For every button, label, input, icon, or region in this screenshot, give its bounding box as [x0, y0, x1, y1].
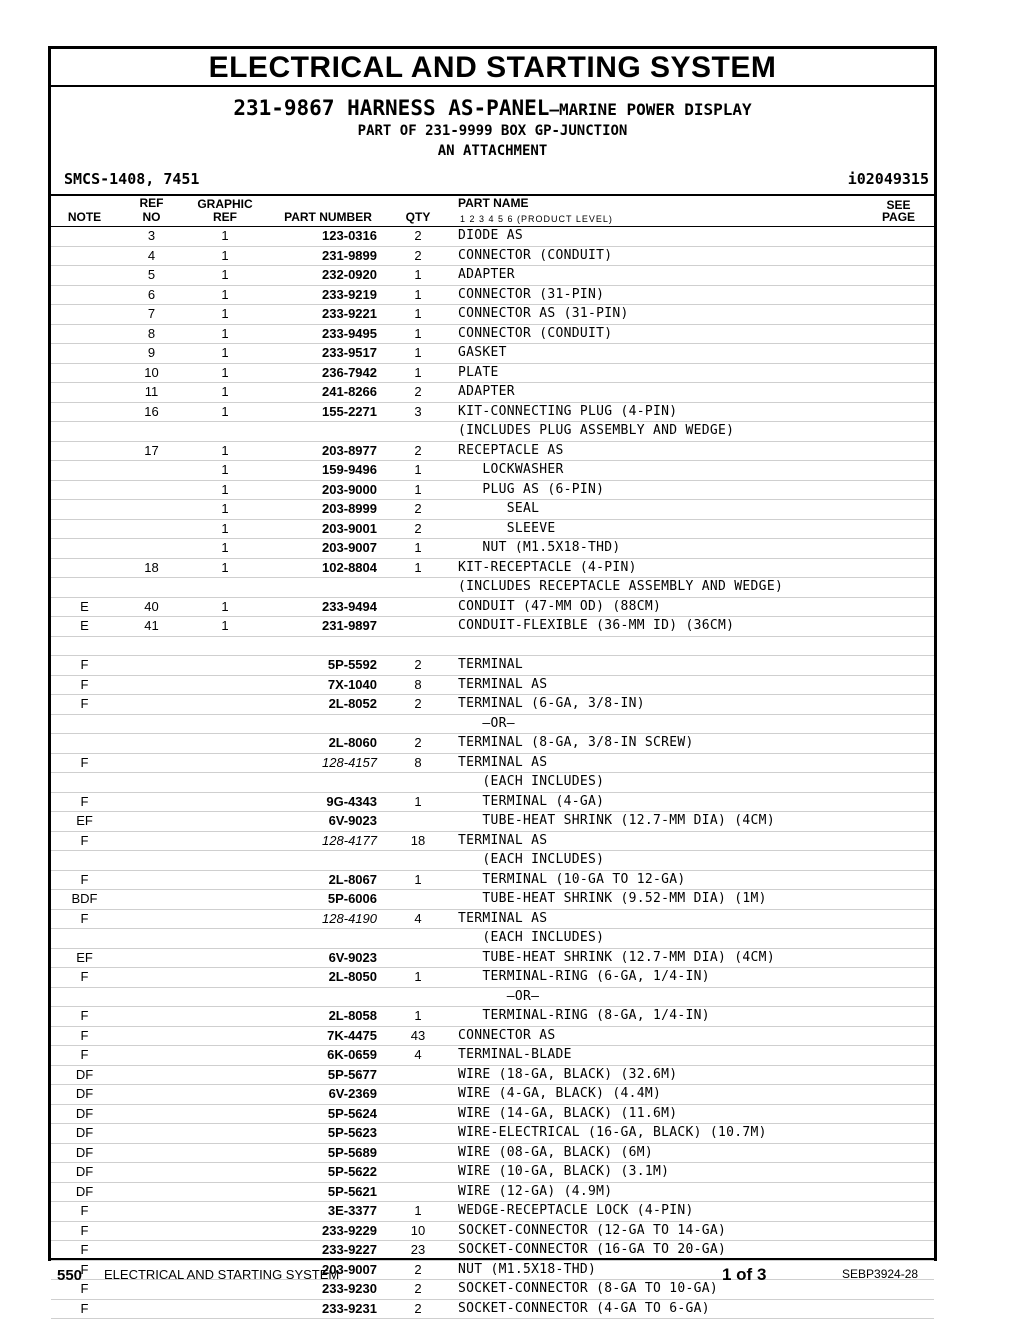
table-row [51, 1007, 934, 1027]
table-row [51, 383, 934, 403]
row-part-name: TERMINAL [458, 657, 524, 672]
footer-section: ELECTRICAL AND STARTING SYSTEM [104, 1267, 340, 1282]
row-part-name: SLEEVE [458, 520, 556, 536]
table-row [51, 968, 934, 988]
row-part-number: 232-0920 [322, 267, 377, 282]
row-qty: 1 [414, 267, 422, 282]
row-part-number: 2L-8067 [328, 871, 377, 887]
parts-table [51, 227, 934, 1319]
table-row [51, 871, 934, 891]
table-row [51, 442, 934, 462]
row-part-number: 203-8977 [322, 442, 377, 458]
row-note: F [80, 657, 89, 672]
row-ref-no: 6 [147, 286, 156, 302]
row-qty: 2 [414, 1261, 422, 1277]
row-qty: 1 [414, 540, 422, 555]
row-part-name: WEDGE-RECEPTACLE LOCK (4-PIN) [458, 1203, 694, 1218]
row-part-name: KIT-RECEPTACLE (4-PIN) [458, 559, 637, 575]
row-part-name: CONNECTOR (CONDUIT) [458, 325, 613, 341]
row-note: F [80, 969, 89, 984]
row-part-name: CONNECTOR (CONDUIT) [458, 247, 613, 263]
row-part-number: 233-9230 [322, 1281, 377, 1296]
row-part-name: SOCKET-CONNECTOR (8-GA TO 10-GA) [458, 1281, 719, 1296]
row-part-name: TERMINAL AS [458, 832, 548, 848]
row-part-name: TERMINAL (10-GA TO 12-GA) [458, 871, 686, 887]
document-id: SEBP3924-28 [842, 1267, 919, 1281]
row-note: DF [75, 1105, 94, 1121]
row-part-number: 203-9000 [322, 481, 377, 497]
row-part-number: 159-9496 [322, 462, 377, 477]
row-note: F [80, 1242, 89, 1257]
table-row [51, 305, 934, 325]
table-row [51, 500, 934, 520]
row-part-number: 5P-6006 [327, 891, 377, 906]
row-part-name: TERMINAL AS [458, 676, 548, 692]
row-part-name: TERMINAL AS [458, 910, 548, 926]
row-part-number: 203-8999 [322, 501, 377, 516]
row-note: F [80, 1027, 89, 1043]
row-part-name: CONNECTOR AS (31-PIN) [458, 306, 629, 321]
row-part-number: 2L-8050 [328, 969, 377, 984]
row-graphic-ref: 1 [221, 598, 229, 614]
row-graphic-ref: 1 [221, 559, 229, 575]
row-part-number: 128-4177 [322, 832, 377, 848]
attachment-line: AN ATTACHMENT [437, 143, 548, 159]
row-qty: 2 [414, 384, 422, 399]
row-note: DF [75, 1125, 94, 1140]
row-qty: 2 [414, 735, 422, 750]
row-part-number: 203-9001 [322, 520, 377, 536]
row-part-name: WIRE (10-GA, BLACK) (3.1M) [458, 1164, 670, 1179]
row-note: F [80, 1281, 89, 1296]
row-note: F [80, 696, 89, 711]
table-row [51, 1222, 934, 1242]
row-ref-no: 16 [144, 403, 159, 419]
row-note: F [80, 676, 89, 692]
row-ref-no: 4 [147, 247, 156, 263]
row-part-name: —OR— [458, 715, 515, 731]
row-part-number: 241-8266 [322, 384, 377, 399]
row-ref-no: 5 [147, 267, 156, 282]
row-part-name: DIODE AS [458, 228, 524, 243]
table-row [51, 247, 934, 267]
table-row [51, 754, 934, 774]
col-note: NOTE [67, 210, 102, 224]
row-part-name: TERMINAL AS [458, 754, 548, 770]
row-ref-no: 11 [144, 384, 159, 399]
table-row [51, 1202, 934, 1222]
row-note: F [80, 754, 89, 770]
table-row [51, 1027, 934, 1047]
row-part-name: (EACH INCLUDES) [458, 852, 605, 867]
row-note: DF [75, 1086, 94, 1101]
table-row [51, 461, 934, 481]
row-part-name: WIRE-ELECTRICAL (16-GA, BLACK) (10.7M) [458, 1125, 767, 1140]
row-note: F [80, 1008, 89, 1023]
table-row [51, 539, 934, 559]
row-qty: 1 [414, 481, 422, 497]
row-graphic-ref: 1 [221, 618, 229, 633]
row-part-name: KIT-CONNECTING PLUG (4-PIN) [458, 403, 678, 419]
row-part-name: CONDUIT-FLEXIBLE (36-MM ID) (36CM) [458, 618, 735, 633]
row-graphic-ref: 1 [221, 364, 229, 380]
table-row [51, 422, 934, 442]
col-part-number: PART NUMBER [284, 210, 372, 224]
table-row [51, 734, 934, 754]
table-row [51, 520, 934, 540]
row-note: BDF [71, 891, 98, 906]
row-part-number: 233-9495 [322, 325, 377, 341]
row-part-number: 6V-2369 [328, 1086, 377, 1101]
row-part-name: WIRE (4-GA, BLACK) (4.4M) [458, 1086, 662, 1101]
row-qty: 4 [414, 910, 422, 926]
row-qty: 1 [414, 793, 422, 809]
row-part-number: 203-9007 [322, 1261, 377, 1277]
table-row [51, 1300, 934, 1320]
row-note: F [80, 1047, 89, 1062]
row-part-name: WIRE (08-GA, BLACK) (6M) [458, 1144, 654, 1160]
row-note: F [80, 832, 89, 848]
table-row [51, 910, 934, 930]
row-qty: 4 [414, 1047, 422, 1062]
table-row [51, 364, 934, 384]
row-qty: 23 [410, 1242, 426, 1257]
row-part-number: 233-9231 [322, 1300, 377, 1316]
row-part-name: PLUG AS (6-PIN) [458, 481, 605, 497]
row-qty: 10 [410, 1222, 426, 1238]
row-part-number: 5P-5689 [327, 1144, 377, 1160]
row-graphic-ref: 1 [221, 462, 229, 477]
table-row [51, 1124, 934, 1144]
smcs-code: SMCS-1408, 7451 [64, 170, 200, 188]
table-row [51, 403, 934, 423]
table-row [51, 832, 934, 852]
row-ref-no: 9 [147, 345, 156, 360]
table-row [51, 695, 934, 715]
row-part-number: 128-4157 [322, 754, 377, 770]
row-note: DF [75, 1164, 94, 1179]
row-ref-no: 18 [144, 559, 159, 575]
row-part-name: CONNECTOR (31-PIN) [458, 286, 605, 302]
row-part-number: 231-9897 [322, 618, 377, 633]
row-qty: 8 [414, 754, 422, 770]
row-qty: 2 [414, 657, 422, 672]
table-row [51, 656, 934, 676]
row-part-name: RECEPTACLE AS [458, 442, 564, 458]
row-part-name: —OR— [458, 988, 540, 1004]
row-qty: 1 [414, 969, 422, 984]
row-part-number: 5P-5592 [327, 657, 377, 672]
row-part-name: TERMINAL-RING (8-GA, 1/4-IN) [458, 1008, 710, 1023]
row-qty: 1 [414, 462, 422, 477]
col-gref-top: GRAPHIC [197, 197, 253, 211]
row-part-name: CONDUIT (47-MM OD) (88CM) [458, 598, 662, 614]
col-see-top: SEE [886, 198, 911, 212]
row-part-number: 6V-9023 [328, 949, 377, 965]
row-part-number: 3E-3377 [327, 1203, 377, 1218]
row-part-name: ADAPTER [458, 384, 515, 399]
row-qty: 1 [414, 364, 422, 380]
row-qty: 1 [414, 1008, 422, 1023]
table-row [51, 988, 934, 1008]
row-qty: 1 [414, 345, 422, 360]
row-part-name: NUT (M1.5X18-THD) [458, 1261, 597, 1277]
row-part-number: 6K-0659 [327, 1047, 377, 1062]
row-part-number: 7X-1040 [327, 676, 377, 692]
row-part-number: 233-9494 [322, 598, 377, 614]
row-part-number: 233-9227 [322, 1242, 377, 1257]
row-qty: 3 [414, 403, 422, 419]
row-part-number: 155-2271 [322, 403, 377, 419]
row-qty: 1 [414, 1203, 422, 1218]
table-row [51, 559, 934, 579]
table-row [51, 949, 934, 969]
row-qty: 2 [414, 247, 422, 263]
row-part-number: 128-4190 [322, 910, 377, 926]
row-note: DF [75, 1066, 94, 1082]
row-graphic-ref: 1 [221, 306, 229, 321]
row-part-name: LOCKWASHER [458, 462, 564, 477]
row-part-number: 123-0316 [322, 228, 377, 243]
row-part-number: 233-9517 [322, 345, 377, 360]
row-note: F [80, 910, 89, 926]
col-ref-top: REF [139, 196, 164, 210]
row-graphic-ref: 1 [221, 345, 229, 360]
table-row [51, 890, 934, 910]
table-row [51, 578, 934, 598]
table-row [51, 1066, 934, 1086]
table-row [51, 1085, 934, 1105]
table-row [51, 227, 934, 247]
sheet-indicator: 1 of 3 [722, 1265, 767, 1284]
table-row [51, 773, 934, 793]
row-graphic-ref: 1 [221, 247, 229, 263]
part-of-line: PART OF 231-9999 BOX GP-JUNCTION [357, 123, 628, 139]
row-part-number: 5P-5677 [327, 1066, 377, 1082]
row-part-name: PLATE [458, 364, 499, 380]
row-qty: 2 [414, 228, 422, 243]
table-row [51, 1046, 934, 1066]
table-row [51, 1183, 934, 1203]
table-row [51, 793, 934, 813]
row-note: EF [76, 813, 93, 828]
row-qty: 8 [414, 676, 422, 692]
row-part-number: 203-9007 [322, 540, 377, 555]
row-part-name: NUT (M1.5X18-THD) [458, 540, 621, 555]
row-part-number: 6V-9023 [328, 813, 377, 828]
col-qty: QTY [405, 210, 431, 224]
row-part-name: (EACH INCLUDES) [458, 774, 605, 789]
table-row [51, 286, 934, 306]
row-note: E [80, 598, 89, 614]
harness-description: —MARINE POWER DISPLAY [549, 100, 752, 119]
row-note: F [80, 1222, 89, 1238]
table-row [51, 637, 934, 657]
row-part-number: 102-8804 [322, 559, 377, 575]
row-part-name: SOCKET-CONNECTOR (12-GA TO 14-GA) [458, 1222, 727, 1238]
page-title: ELECTRICAL AND STARTING SYSTEM [51, 49, 934, 87]
row-graphic-ref: 1 [221, 442, 229, 458]
row-qty: 1 [414, 325, 422, 341]
row-part-name: TERMINAL (6-GA, 3/8-IN) [458, 696, 645, 711]
row-part-name: ADAPTER [458, 267, 515, 282]
row-part-number: 236-7942 [322, 364, 377, 380]
table-row [51, 1105, 934, 1125]
row-note: F [80, 1203, 89, 1218]
row-graphic-ref: 1 [221, 540, 229, 555]
row-qty: 2 [414, 501, 422, 516]
table-row [51, 1144, 934, 1164]
row-note: DF [75, 1144, 94, 1160]
row-part-number: 5P-5621 [327, 1183, 377, 1199]
row-part-name: SOCKET-CONNECTOR (16-GA TO 20-GA) [458, 1242, 727, 1257]
row-ref-no: 17 [144, 442, 159, 458]
table-row [51, 325, 934, 345]
row-part-name: TUBE-HEAT SHRINK (9.52-MM DIA) (1M) [458, 891, 767, 906]
col-product-level: 1 2 3 4 5 6 (PRODUCT LEVEL) [460, 214, 613, 224]
row-qty: 43 [410, 1027, 426, 1043]
table-row [51, 812, 934, 832]
col-see-bottom: PAGE [881, 210, 916, 224]
row-graphic-ref: 1 [221, 481, 229, 497]
table-row [51, 1163, 934, 1183]
row-part-number: 5P-5624 [327, 1105, 377, 1121]
row-part-number: 5P-5622 [327, 1164, 377, 1179]
row-ref-no: 7 [147, 306, 156, 321]
row-part-number: 233-9221 [322, 306, 377, 321]
row-part-name: TERMINAL-RING (6-GA, 1/4-IN) [458, 969, 710, 984]
table-row [51, 715, 934, 735]
row-part-name: (INCLUDES PLUG ASSEMBLY AND WEDGE) [458, 423, 735, 438]
row-ref-no: 8 [147, 325, 156, 341]
table-row [51, 676, 934, 696]
table-row [51, 617, 934, 637]
row-note: E [80, 618, 89, 633]
column-headers [51, 196, 934, 227]
row-qty: 1 [414, 286, 422, 302]
row-part-number: 233-9219 [322, 286, 377, 302]
row-graphic-ref: 1 [221, 286, 229, 302]
row-part-number: 233-9229 [322, 1222, 377, 1238]
row-qty: 1 [414, 306, 422, 321]
row-part-number: 2L-8058 [328, 1008, 377, 1023]
row-ref-no: 41 [144, 618, 159, 633]
row-graphic-ref: 1 [221, 501, 229, 516]
col-part-name: PART NAME [458, 196, 529, 210]
row-part-name: WIRE (18-GA, BLACK) (32.6M) [458, 1066, 678, 1082]
row-note: DF [75, 1183, 94, 1199]
row-note: F [80, 1261, 89, 1277]
row-note: F [80, 1300, 89, 1316]
row-graphic-ref: 1 [221, 267, 229, 282]
row-qty: 1 [414, 871, 422, 887]
row-part-number: 5P-5623 [327, 1125, 377, 1140]
row-ref-no: 40 [144, 598, 159, 614]
row-part-number: 2L-8052 [328, 696, 377, 711]
table-row [51, 929, 934, 949]
table-row [51, 266, 934, 286]
harness-number: 231-9867 HARNESS AS-PANEL [233, 96, 550, 120]
table-row [51, 598, 934, 618]
row-part-number: 9G-4343 [326, 793, 377, 809]
row-ref-no: 3 [147, 228, 156, 243]
row-part-name: TERMINAL-BLADE [458, 1047, 572, 1062]
row-note: F [80, 871, 89, 887]
row-part-name: TUBE-HEAT SHRINK (12.7-MM DIA) (4CM) [458, 813, 775, 828]
row-graphic-ref: 1 [221, 325, 229, 341]
table-row [51, 344, 934, 364]
row-part-name: WIRE (14-GA, BLACK) (11.6M) [458, 1105, 678, 1121]
page-number: 550 [57, 1267, 83, 1284]
col-gref-bottom: REF [213, 210, 237, 224]
row-part-name: TUBE-HEAT SHRINK (12.7-MM DIA) (4CM) [458, 949, 775, 965]
harness-heading [51, 96, 934, 120]
row-graphic-ref: 1 [221, 228, 229, 243]
row-qty: 2 [414, 1300, 422, 1316]
row-part-number: 7K-4475 [327, 1027, 377, 1043]
row-part-name: TERMINAL (8-GA, 3/8-IN SCREW) [458, 735, 694, 750]
row-part-name: CONNECTOR AS [458, 1027, 556, 1043]
row-part-name: (INCLUDES RECEPTACLE ASSEMBLY AND WEDGE) [458, 579, 784, 594]
row-graphic-ref: 1 [221, 403, 229, 419]
row-qty: 2 [414, 1281, 422, 1296]
row-qty: 18 [410, 832, 426, 848]
row-part-name: SEAL [458, 501, 540, 516]
table-row [51, 481, 934, 501]
row-qty: 2 [414, 520, 422, 536]
row-qty: 1 [414, 559, 422, 575]
page-footer [0, 1267, 1020, 1287]
row-ref-no: 10 [144, 364, 159, 380]
illustration-id: i02049315 [847, 170, 929, 188]
row-note: F [80, 793, 89, 809]
row-part-name: WIRE (12-GA) (4.9M) [458, 1183, 613, 1199]
col-ref-bottom: NO [142, 210, 161, 224]
row-part-number: 231-9899 [322, 247, 377, 263]
row-part-name: GASKET [458, 345, 507, 360]
row-qty: 2 [414, 442, 422, 458]
row-qty: 2 [414, 696, 422, 711]
table-row [51, 1241, 934, 1261]
row-graphic-ref: 1 [221, 384, 229, 399]
table-row [51, 851, 934, 871]
row-part-name: SOCKET-CONNECTOR (4-GA TO 6-GA) [458, 1300, 710, 1316]
row-part-number: 2L-8060 [328, 735, 377, 750]
row-part-name: TERMINAL (4-GA) [458, 793, 605, 809]
row-part-name: (EACH INCLUDES) [458, 930, 605, 945]
row-note: EF [76, 949, 93, 965]
row-graphic-ref: 1 [221, 520, 229, 536]
